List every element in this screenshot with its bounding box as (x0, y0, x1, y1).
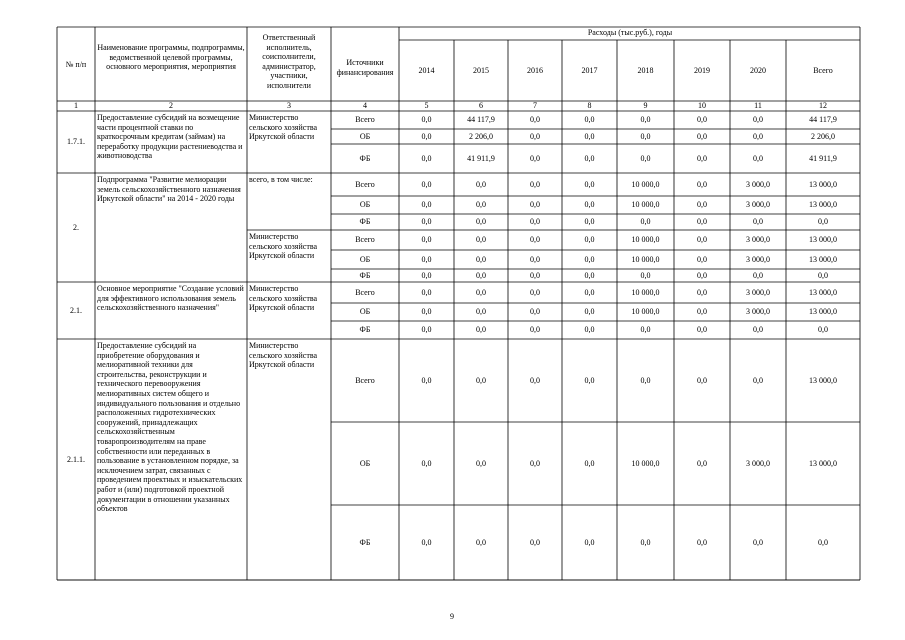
executor: всего, в том числе: (249, 175, 313, 184)
expense-value: 0,0 (476, 458, 486, 468)
expense-value: 0,0 (530, 307, 540, 316)
expense-value: 41 911,9 (467, 153, 495, 163)
expense-value: 0,0 (584, 287, 595, 297)
column-number: 12 (819, 101, 827, 110)
expense-value: 0,0 (530, 115, 540, 124)
expense-value: 0,0 (421, 287, 432, 297)
expense-value: 0,0 (640, 537, 651, 547)
expense-value: 44 117,9 (467, 115, 495, 124)
funding-source: Всего (355, 375, 375, 385)
header-year: 2016 (527, 65, 543, 75)
expense-value: 0,0 (584, 217, 595, 226)
header-executor: Ответственный исполнитель, соисполнители, администратор, участники, исполнители (262, 33, 316, 90)
expense-value: 13 000,0 (809, 235, 837, 244)
expense-value: 0,0 (640, 115, 651, 124)
funding-source: ОБ (359, 458, 371, 468)
funding-source: Всего (355, 179, 375, 189)
row-number: 1.7.1. (67, 137, 85, 146)
expense-value: 0,0 (640, 375, 651, 385)
program-name: Основное мероприятие "Создание условий для эффективного использования земель сельскохозяйственного назначения" (97, 284, 244, 313)
expense-value: 0,0 (530, 287, 540, 297)
expense-value: 0,0 (753, 131, 763, 141)
expense-value: 3 000,0 (746, 179, 770, 189)
expense-value: 0,0 (584, 307, 595, 316)
expense-value: 10 000,0 (631, 287, 660, 297)
expense-value: 0,0 (697, 458, 707, 468)
expense-value: 0,0 (476, 235, 486, 244)
expense-value: 3 000,0 (746, 254, 770, 264)
header-year: 2019 (694, 65, 710, 75)
expense-value: 0,0 (818, 325, 828, 334)
expense-value: 0,0 (476, 254, 486, 264)
expense-value: 0,0 (476, 200, 486, 209)
expense-value: 0,0 (530, 131, 540, 141)
column-number: 1 (74, 101, 78, 110)
expense-value: 0,0 (584, 375, 595, 385)
expense-value: 0,0 (584, 235, 595, 244)
expense-value: 0,0 (421, 115, 432, 124)
expense-value: 13 000,0 (809, 307, 837, 316)
expense-value: 3 000,0 (746, 307, 770, 316)
expense-value: 0,0 (640, 217, 651, 226)
funding-source: ОБ (359, 254, 371, 264)
expense-value: 0,0 (697, 254, 707, 264)
executor: Министерство сельского хозяйства Иркутской области (249, 284, 318, 313)
program-name: Предоставление субсидий на возмещение части процентной ставки по краткосрочным кредитам (займам) на переработку продукции растениеводства и животноводства (97, 113, 243, 161)
column-number: 9 (643, 101, 648, 110)
expense-value: 0,0 (697, 217, 707, 226)
expense-value: 0,0 (697, 307, 707, 316)
expense-value: 41 911,9 (809, 153, 837, 163)
expense-value: 0,0 (697, 153, 707, 163)
expense-value: 0,0 (530, 325, 540, 334)
expense-value: 0,0 (421, 458, 432, 468)
column-number: 11 (754, 101, 762, 110)
expense-value: 10 000,0 (631, 307, 660, 316)
header-source: Источники финансирования (336, 58, 394, 77)
expense-value: 0,0 (421, 537, 432, 547)
expense-value: 10 000,0 (631, 200, 660, 209)
expense-value: 0,0 (697, 115, 707, 124)
expense-value: 0,0 (421, 179, 432, 189)
expense-value: 0,0 (697, 325, 707, 334)
expense-value: 0,0 (753, 537, 763, 547)
expense-value: 0,0 (530, 537, 540, 547)
expense-value: 0,0 (584, 200, 595, 209)
expense-value: 0,0 (530, 375, 540, 385)
expense-value: 0,0 (421, 254, 432, 264)
expense-value: 0,0 (421, 235, 432, 244)
expense-value: 13 000,0 (809, 179, 837, 189)
expense-value: 0,0 (421, 375, 432, 385)
header-year: 2014 (418, 65, 435, 75)
expense-value: 0,0 (421, 200, 432, 209)
expense-value: 0,0 (530, 179, 540, 189)
executor: Министерство сельского хозяйства Иркутской области (249, 341, 318, 370)
expense-value: 0,0 (697, 537, 707, 547)
row-number: 2.1.1. (67, 454, 85, 464)
expense-value: 13 000,0 (809, 458, 837, 468)
expense-value: 0,0 (530, 458, 540, 468)
expense-value: 0,0 (584, 325, 595, 334)
header-year: 2017 (581, 65, 598, 75)
expense-value: 0,0 (421, 131, 432, 141)
expense-value: 0,0 (476, 270, 486, 280)
expense-value: 13 000,0 (809, 375, 837, 385)
header-name: Наименование программы, подпрограммы, ведомственной целевой программы, основного мероприятия, мероприятия (97, 43, 245, 72)
expense-value: 13 000,0 (809, 200, 837, 209)
expense-value: 0,0 (421, 325, 432, 334)
expense-value: 0,0 (421, 270, 432, 280)
expense-value: 0,0 (818, 217, 828, 226)
expense-value: 0,0 (584, 537, 595, 547)
funding-source: Всего (355, 235, 375, 244)
header-year: 2020 (750, 65, 766, 75)
expense-value: 0,0 (421, 153, 432, 163)
expense-value: 0,0 (640, 153, 651, 163)
header-expenses: Расходы (тыс.руб.), годы (587, 28, 673, 37)
funding-source: ФБ (359, 537, 371, 547)
expense-value: 2 206,0 (811, 131, 835, 141)
expense-value: 13 000,0 (809, 287, 837, 297)
page-number: 9 (450, 612, 454, 621)
expense-value: 0,0 (476, 179, 486, 189)
expense-value: 0,0 (530, 235, 540, 244)
expense-value: 0,0 (753, 325, 763, 334)
column-number: 6 (479, 101, 483, 110)
expense-value: 0,0 (640, 325, 651, 334)
expense-value: 3 000,0 (746, 458, 770, 468)
row-number: 2. (73, 222, 79, 232)
expense-value: 44 117,9 (809, 115, 837, 124)
expense-value: 10 000,0 (631, 254, 660, 264)
expense-value: 0,0 (697, 375, 707, 385)
executor: Министерство сельского хозяйства Иркутской области (249, 113, 318, 142)
expense-value: 0,0 (584, 179, 595, 189)
program-name: Предоставление субсидий на приобретение оборудования и мелиоративной техники для строительства, реконструкции и технического перевооружения мелиоративных систем общего и индивидуального пользования и отдельно расположенных гидротехнических сооружений, принадлежащих сельскохозяйственным товаропроизводителям на праве собственности или переданных в пользование в установленном порядке, за исключением затрат, связанных с проведением проектных и изыскательских работ и (или) подготовкой проектной документации в отношении указанных объектов (97, 341, 243, 514)
expense-value: 3 000,0 (746, 200, 770, 209)
column-number: 3 (287, 101, 291, 110)
header-year: 2015 (473, 65, 489, 75)
expense-value: 0,0 (530, 153, 540, 163)
column-number: 7 (533, 101, 537, 110)
expense-value: 0,0 (476, 287, 486, 297)
expense-value: 0,0 (697, 235, 707, 244)
expense-value: 0,0 (697, 287, 707, 297)
expense-value: 0,0 (476, 307, 486, 316)
expense-value: 10 000,0 (631, 235, 660, 244)
expense-value: 2 206,0 (469, 131, 493, 141)
expense-value: 0,0 (584, 458, 595, 468)
expense-value: 0,0 (476, 375, 486, 385)
expense-value: 0,0 (584, 153, 595, 163)
funding-source: ФБ (359, 217, 371, 226)
expense-value: 0,0 (753, 153, 763, 163)
expense-value: 0,0 (530, 270, 540, 280)
expense-value: 0,0 (584, 131, 595, 141)
expense-value: 0,0 (530, 254, 540, 264)
expense-value: 0,0 (753, 375, 763, 385)
expense-value: 3 000,0 (746, 235, 770, 244)
funding-source: ФБ (359, 270, 371, 280)
executor: Министерство сельского хозяйства Иркутской области (249, 232, 318, 261)
row-number: 2.1. (70, 305, 82, 315)
expense-value: 0,0 (584, 115, 595, 124)
program-name: Подпрограмма "Развитие мелиорации земель сельскохозяйственного назначения Иркутской области" на 2014 - 2020 годы (97, 175, 241, 204)
funding-source: ОБ (359, 131, 371, 141)
column-number: 2 (169, 101, 173, 110)
expense-value: 0,0 (476, 537, 486, 547)
expense-value: 0,0 (476, 217, 486, 226)
expense-value: 0,0 (697, 270, 707, 280)
expense-value: 0,0 (697, 179, 707, 189)
header-num: № п/п (65, 60, 87, 69)
header-year: 2018 (637, 65, 654, 75)
expense-value: 0,0 (530, 200, 540, 209)
expense-value: 0,0 (697, 131, 707, 141)
funding-source: Всего (355, 287, 375, 297)
expense-value: 0,0 (584, 270, 595, 280)
expense-value: 10 000,0 (631, 179, 660, 189)
funding-source: Всего (355, 115, 375, 124)
funding-source: ФБ (359, 325, 371, 334)
column-number: 10 (698, 101, 706, 110)
expense-value: 0,0 (530, 217, 540, 226)
column-number: 8 (587, 101, 592, 110)
expense-value: 0,0 (640, 270, 651, 280)
funding-source: ОБ (359, 200, 371, 209)
funding-source: ОБ (359, 307, 371, 316)
expense-value: 0,0 (753, 115, 763, 124)
column-number: 5 (424, 101, 429, 110)
expense-value: 0,0 (476, 325, 486, 334)
expense-value: 3 000,0 (746, 287, 770, 297)
funding-source: ФБ (359, 153, 371, 163)
expense-value: 0,0 (697, 200, 707, 209)
expense-value: 0,0 (818, 270, 828, 280)
expense-value: 0,0 (584, 254, 595, 264)
expense-value: 10 000,0 (631, 458, 660, 468)
expense-value: 0,0 (421, 217, 432, 226)
expense-value: 13 000,0 (809, 254, 837, 264)
expense-value: 0,0 (640, 131, 651, 141)
expense-value: 0,0 (818, 537, 828, 547)
column-number: 4 (363, 101, 367, 110)
expense-value: 0,0 (753, 270, 763, 280)
header-year: Всего (813, 65, 833, 75)
expense-value: 0,0 (421, 307, 432, 316)
expense-value: 0,0 (753, 217, 763, 226)
